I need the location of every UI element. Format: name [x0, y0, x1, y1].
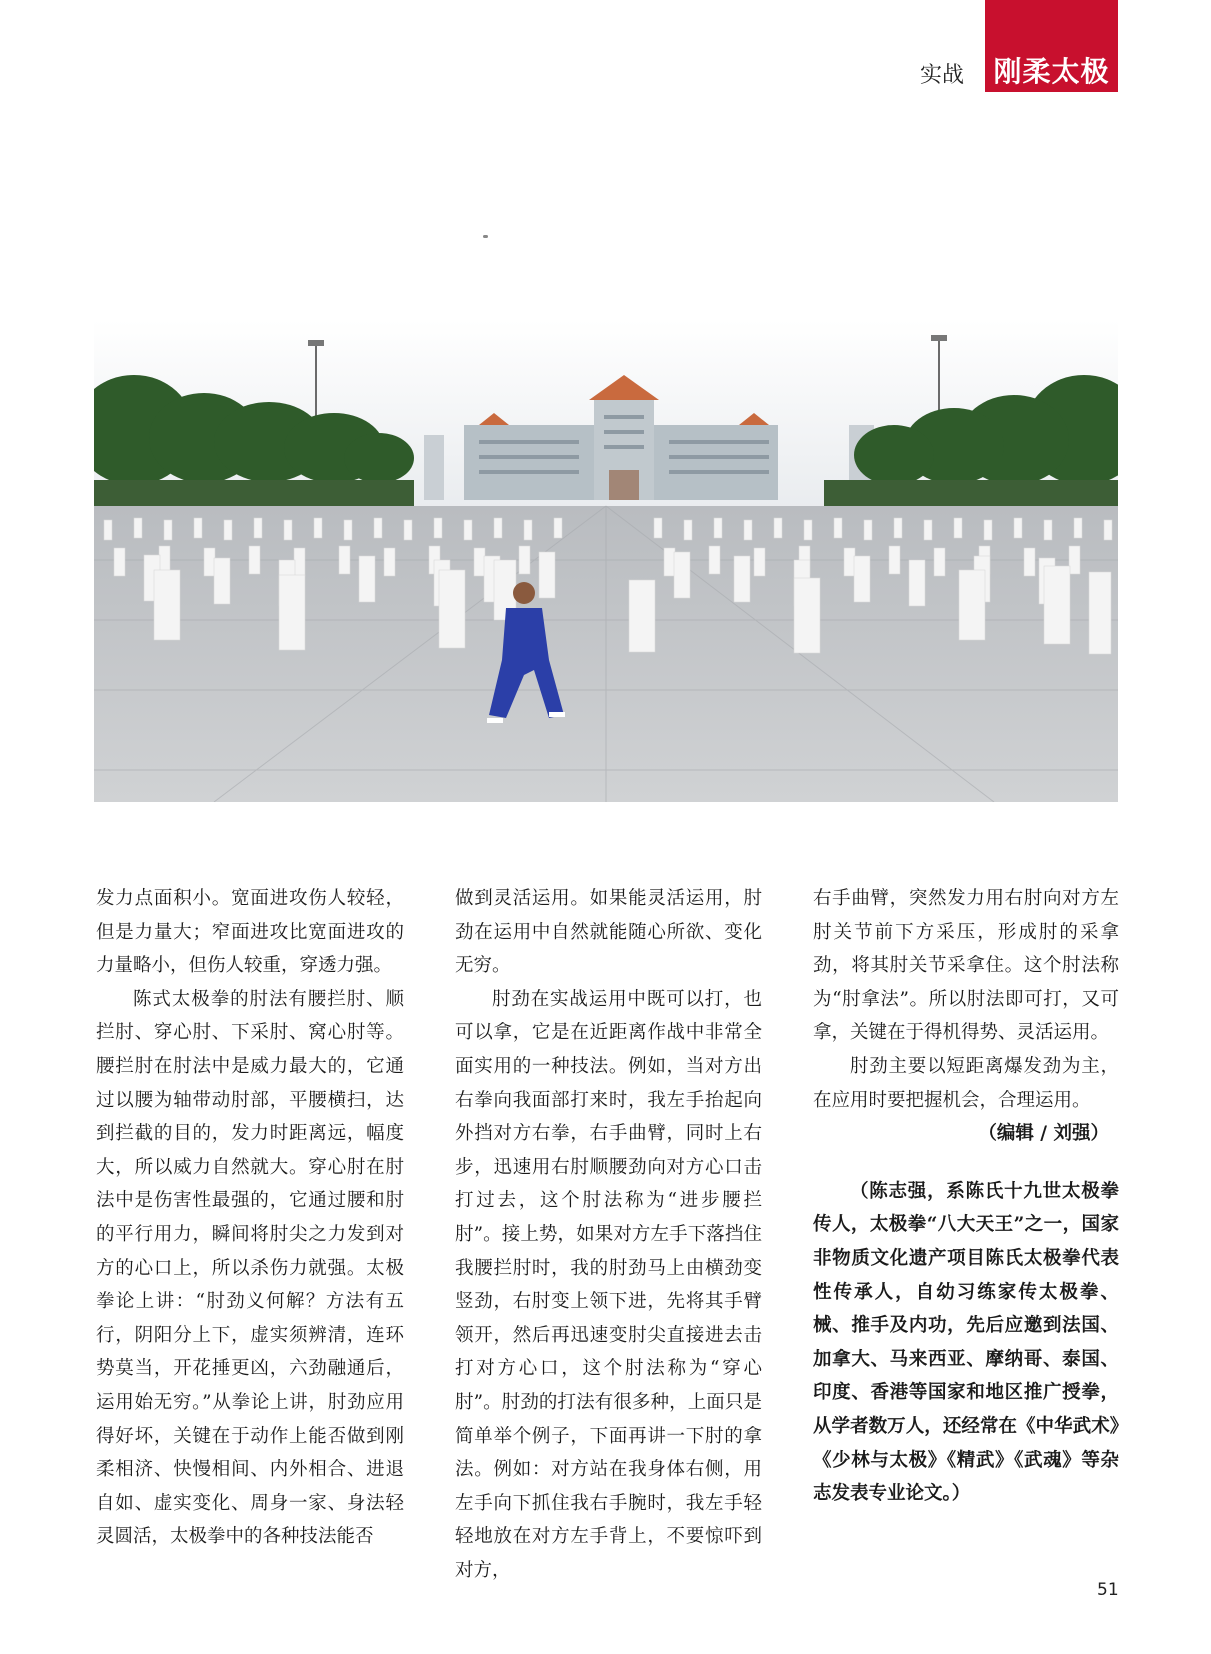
section-title-block	[985, 0, 1118, 92]
editor-credit: （编辑 / 刘强）	[978, 1123, 1109, 1145]
section-title: 刚柔太极	[993, 55, 1110, 88]
paragraph: 发力点面积小。宽面进攻伤人较轻，但是力量大；窄面进攻比宽面进攻的力量略小，但伤人较重，穿透力强。	[96, 888, 404, 977]
paragraph: 肘劲主要以短距离爆发劲为主，在应用时要把握机会，合理运用。	[813, 1055, 1119, 1111]
section-label: 实战	[920, 63, 965, 88]
paragraph: 肘劲在实战运用中既可以打，也可以拿，它是在近距离作战中非常全面实用的一种技法。例如，当对方出右拳向我面部打来时，我左手抬起向外挡对方右拳，右手曲臂，同时上右步，迅速用右肘顺腰劲向对方心口击打过去，这个肘法称为“进步腰拦肘”。接上势，如果对方左手下落挡住我腰拦肘时，我的肘劲马上由横劲变竖劲，右肘变上领下进，先将其手臂领开，然后再迅速变肘尖直接进去击打对方心口，这个肘法称为“穿心肘”。肘劲的打法有很多种，上面只是简单举个例子，下面再讲一下肘的拿法。例如：对方站在我身体右侧，用左手向下抓住我右手腕时，我左手轻轻地放在对方左手背上，不要惊吓到对方，	[455, 988, 762, 1581]
bird-speck	[483, 235, 488, 238]
taiji-group-photo	[94, 320, 1118, 802]
article-column-2	[455, 882, 762, 1587]
article-column-1	[96, 882, 404, 1554]
paragraph: 做到灵活运用。如果能灵活运用，肘劲在运用中自然就能随心所欲、变化无穷。	[455, 888, 762, 977]
paragraph: 右手曲臂，突然发力用右肘向对方左肘关节前下方采压，形成肘的采拿劲，将其肘关节采拿住。这个肘法称为“肘拿法”。所以肘法即可打，又可拿，关键在于得机得势、灵活运用。	[813, 888, 1119, 1044]
paragraph: 陈式太极拳的肘法有腰拦肘、顺拦肘、穿心肘、下采肘、窝心肘等。腰拦肘在肘法中是威力最大的，它通过以腰为轴带动肘部，平腰横扫，达到拦截的目的，发力时距离远，幅度大，所以威力自然就大。穿心肘在肘法中是伤害性最强的，它通过腰和肘的平行用力，瞬间将肘尖之力发到对方的心口上，所以杀伤力就强。太极拳论上讲：“肘劲义何解？方法有五行，阴阳分上下，虚实须辨清，连环势莫当，开花捶更凶，六劲融通后，运用始无穷。”从拳论上讲，肘劲应用得好坏，关键在于动作上能否做到刚柔相济、快慢相间、内外相合、进退自如、虚实变化、周身一家、身法轻灵圆活，太极拳中的各种技法能否	[96, 988, 404, 1548]
author-bio: （陈志强，系陈氏十九世太极拳传人，太极拳“八大天王”之一，国家非物质文化遗产项目陈氏太极拳代表性传承人，自幼习练家传太极拳、械、推手及内功，先后应邀到法国、加拿大、马来西亚、摩纳哥、泰国、印度、香港等国家和地区推广授拳，从学者数万人，还经常在《中华武术》《少林与太极》《精武》《武魂》等杂志发表专业论文。）	[813, 1180, 1119, 1505]
article-column-3	[813, 882, 1119, 1511]
page-number: 51	[1097, 1580, 1119, 1600]
